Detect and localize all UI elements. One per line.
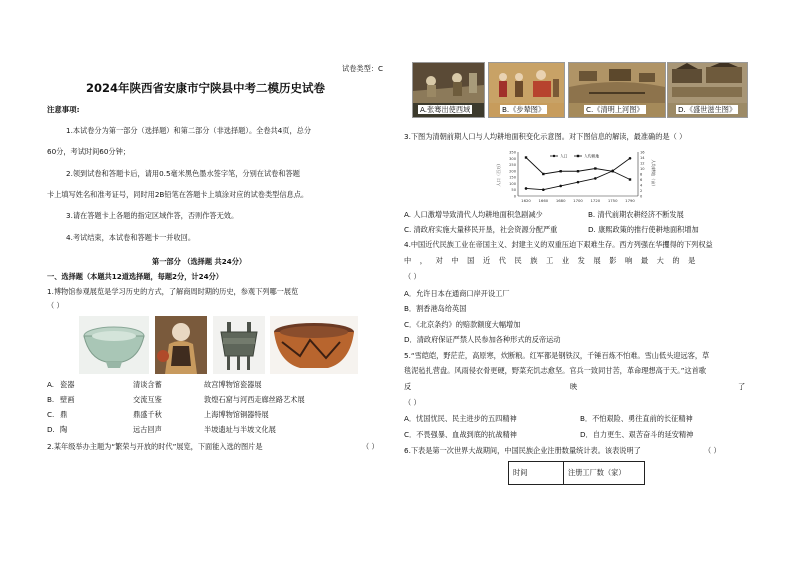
q5-stem-line2: 毯泥毡扎营盘。风雨侵衣骨更硬，野菜充饥志愈坚。官兵一致同甘苦，革命理想高于天。”这首歌 bbox=[404, 366, 707, 375]
option-letter: D. bbox=[47, 425, 55, 434]
q4-stem-line1: 4.中国近代民族工业在帝国主义、封建主义的双重压迫下艰难生存。西方列强在华攫得的下列权益 bbox=[404, 240, 713, 249]
q5-paren: （ ） bbox=[404, 398, 421, 407]
data-point-farmland bbox=[525, 156, 527, 158]
option-item: 瓷器 bbox=[60, 380, 75, 389]
y-tick-label-right: 16 bbox=[640, 150, 645, 155]
q5-option-b: B．不怕艰险、勇往直前的长征精神 bbox=[580, 414, 693, 423]
q1-stem: 1.博物馆参观展览是学习历史的方式，了解商周时期的历史，参观下列哪一展览 bbox=[47, 287, 299, 296]
series-line-population bbox=[526, 158, 630, 189]
q3-option-c: C. 清政府实施大量移民开垦，社会资源分配严重 bbox=[404, 225, 558, 234]
painted-pottery-image bbox=[270, 316, 358, 374]
y-tick-label-right: 4 bbox=[640, 183, 643, 188]
exam-title: 2024年陕西省安康市宁陕县中考二模历史试卷 bbox=[86, 81, 326, 95]
y-tick-label-left: 350 bbox=[509, 150, 516, 155]
data-point-farmland bbox=[559, 170, 561, 172]
table-row bbox=[509, 462, 645, 485]
data-point-population bbox=[629, 157, 632, 160]
x-tick-label: 1680 bbox=[555, 198, 566, 203]
option-exhibit: 故宫博物馆瓷器展 bbox=[204, 380, 262, 389]
option-letter: B. bbox=[47, 395, 55, 404]
option-item: 壁画 bbox=[60, 395, 75, 404]
q3-stem: 3.下图为清朝前期人口与人均耕地面积变化示意图。对下图信息的解读，最准确的是（ ） bbox=[404, 132, 687, 141]
option-exhibit: 上海博物馆铜器特展 bbox=[204, 410, 269, 419]
y-tick-label-right: 2 bbox=[640, 189, 643, 193]
y-tick-label-right: 12 bbox=[640, 161, 645, 166]
y-tick-label-right: 0 bbox=[640, 194, 643, 199]
option-motto: 交流互鉴 bbox=[133, 395, 162, 404]
data-point-farmland bbox=[542, 173, 544, 175]
data-point-population bbox=[559, 185, 562, 188]
q4-option-b: B．割香港岛给英国 bbox=[404, 304, 467, 313]
data-point-population bbox=[577, 181, 580, 184]
option-motto: 远古回声 bbox=[133, 425, 162, 434]
y-tick-label-right: 10 bbox=[640, 167, 645, 171]
q2-caption-c: C.《清明上河图》 bbox=[586, 105, 644, 114]
option-item: 陶 bbox=[60, 425, 68, 434]
q5-option-a: A．忧国忧民、民主进步的五四精神 bbox=[404, 414, 517, 423]
notice-item: 4.考试结束，本试卷和答题卡一并收回。 bbox=[66, 233, 196, 242]
celadon-bowl-image bbox=[79, 316, 149, 374]
q2-stem: 2.某年级举办主题为“繁荣与开放的时代”展览，下面能入选的图片是 bbox=[47, 442, 263, 451]
q4-option-c: C．《北京条约》的赔款额度大幅增加 bbox=[404, 320, 521, 329]
bronze-ding-image bbox=[213, 316, 265, 374]
data-point-population bbox=[525, 187, 528, 190]
series-line-farmland bbox=[526, 158, 630, 180]
y-tick-label-left: 250 bbox=[509, 163, 516, 168]
part1-title: 第一部分 （选择题 共24分） bbox=[152, 257, 247, 266]
q4-option-d: D．清政府保证严禁人民参加各种形式的反帝运动 bbox=[404, 335, 561, 344]
x-tick-label: 1620 bbox=[521, 198, 531, 203]
legend-marker-farmland bbox=[577, 155, 579, 157]
notice-item: 3.请在答题卡上各题的指定区域作答，否则作答无效。 bbox=[66, 211, 239, 220]
q5-stem-line3-mid: 映 bbox=[570, 382, 578, 391]
q3-option-b: B. 清代前期农耕经济不断发展 bbox=[588, 210, 684, 219]
part1-instruction: 一、选择题（本题共12道选择题，每题2分，计24分） bbox=[47, 272, 223, 281]
option-motto: 清谈含蓄 bbox=[133, 380, 162, 389]
legend-label-farmland: 人均耕地 bbox=[584, 153, 600, 159]
q1-paren: （ ） bbox=[47, 301, 64, 310]
y-axis-label-right: 人均耕地（亩） bbox=[651, 159, 656, 189]
notice-item: 卡上填写姓名和准考证号，同时用2B铅笔在答题卡上填涂对应的试卷类型信息点。 bbox=[47, 190, 309, 199]
y-tick-label-left: 50 bbox=[511, 188, 516, 193]
data-point-population bbox=[542, 188, 545, 191]
data-point-population bbox=[594, 177, 597, 180]
y-tick-label-left: 300 bbox=[509, 156, 516, 161]
legend-label-population: 人口 bbox=[560, 153, 568, 159]
q6-table bbox=[508, 461, 645, 485]
q5-stem-line1: 5.“雪皑皑，野茫茫，高原寒，炊断粮。红军都是钢铁汉，千锤百炼不怕难。雪山低头迎远客，草 bbox=[404, 351, 710, 360]
q4-option-a: A．允许日本在通商口岸开设工厂 bbox=[404, 289, 510, 298]
option-exhibit: 半坡遗址与半坡文化展 bbox=[204, 425, 276, 434]
legend-marker-population bbox=[553, 155, 555, 157]
data-point-farmland bbox=[611, 170, 613, 172]
data-point-farmland bbox=[594, 167, 596, 169]
option-item: 鼎 bbox=[60, 410, 68, 419]
q5-stem-line3-left: 反 bbox=[404, 382, 412, 391]
table-header-factories: 注册工厂数（家） bbox=[564, 462, 645, 485]
y-tick-label-left: 0 bbox=[513, 194, 516, 199]
q2-caption-a: A.张骞出使西域 bbox=[420, 105, 471, 114]
q4-stem-line2: 中，对中国近代民族工业发展影响最大的是 bbox=[404, 256, 704, 265]
option-exhibit: 敦煌石窟与河西走廊丝路艺术展 bbox=[204, 395, 305, 404]
y-tick-label-left: 200 bbox=[509, 169, 516, 174]
mural-image bbox=[155, 316, 207, 374]
data-point-farmland bbox=[577, 170, 579, 172]
option-letter: C. bbox=[47, 410, 55, 419]
data-point-farmland bbox=[629, 178, 631, 180]
paper-type-label: 试卷类型：C bbox=[342, 64, 383, 73]
notice-heading: 注意事项: bbox=[47, 105, 80, 114]
notice-item: 2.领到试卷和答题卡后，请用0.5毫米黑色墨水签字笔，分别在试卷和答题 bbox=[66, 169, 300, 178]
x-tick-label: 1660 bbox=[538, 198, 549, 203]
table-header-time: 时间 bbox=[509, 462, 564, 485]
y-tick-label-left: 150 bbox=[509, 175, 516, 180]
option-motto: 鼎盛千秋 bbox=[133, 410, 162, 419]
q3-option-a: A. 人口激增导致清代人均耕地面积急剧减少 bbox=[404, 210, 543, 219]
y-axis-label-left: 人口（百万） bbox=[496, 161, 501, 187]
q2-caption-b: B.《步辇图》 bbox=[502, 105, 546, 114]
q4-paren: （ ） bbox=[404, 272, 421, 281]
y-tick-label-right: 14 bbox=[640, 156, 645, 160]
x-tick-label: 1790 bbox=[625, 198, 635, 203]
q3-option-d: D. 康熙政策的推行使耕地面积增加 bbox=[588, 225, 699, 234]
x-tick-label: 1720 bbox=[590, 198, 601, 203]
notice-item: 60分，考试时间60分钟； bbox=[47, 147, 130, 156]
q6-stem: 6.下表是第一次世界大战期间，中国民族企业注册数量统计表。该表说明了 bbox=[404, 446, 641, 455]
y-tick-label-right: 6 bbox=[640, 178, 643, 182]
q6-paren: （ ） bbox=[704, 446, 721, 455]
q5-stem-line3-right: 了 bbox=[738, 382, 746, 391]
option-letter: A. bbox=[47, 380, 55, 389]
x-tick-label: 1750 bbox=[607, 198, 618, 203]
q5-option-c: C．不畏强暴、血战到底的抗战精神 bbox=[404, 430, 517, 439]
x-tick-label: 1700 bbox=[573, 198, 583, 203]
population-farmland-chart bbox=[492, 146, 660, 208]
q5-option-d: D．自力更生、艰苦奋斗的延安精神 bbox=[580, 430, 694, 439]
notice-item: 1.本试卷分为第一部分（选择题）和第二部分（非选择题）。全卷共4页，总分 bbox=[66, 126, 312, 135]
q2-paren: （ ） bbox=[362, 442, 379, 451]
y-tick-label-right: 8 bbox=[640, 172, 643, 177]
y-tick-label-left: 100 bbox=[509, 181, 516, 186]
q2-caption-d: D.《盛世滋生图》 bbox=[678, 105, 737, 114]
